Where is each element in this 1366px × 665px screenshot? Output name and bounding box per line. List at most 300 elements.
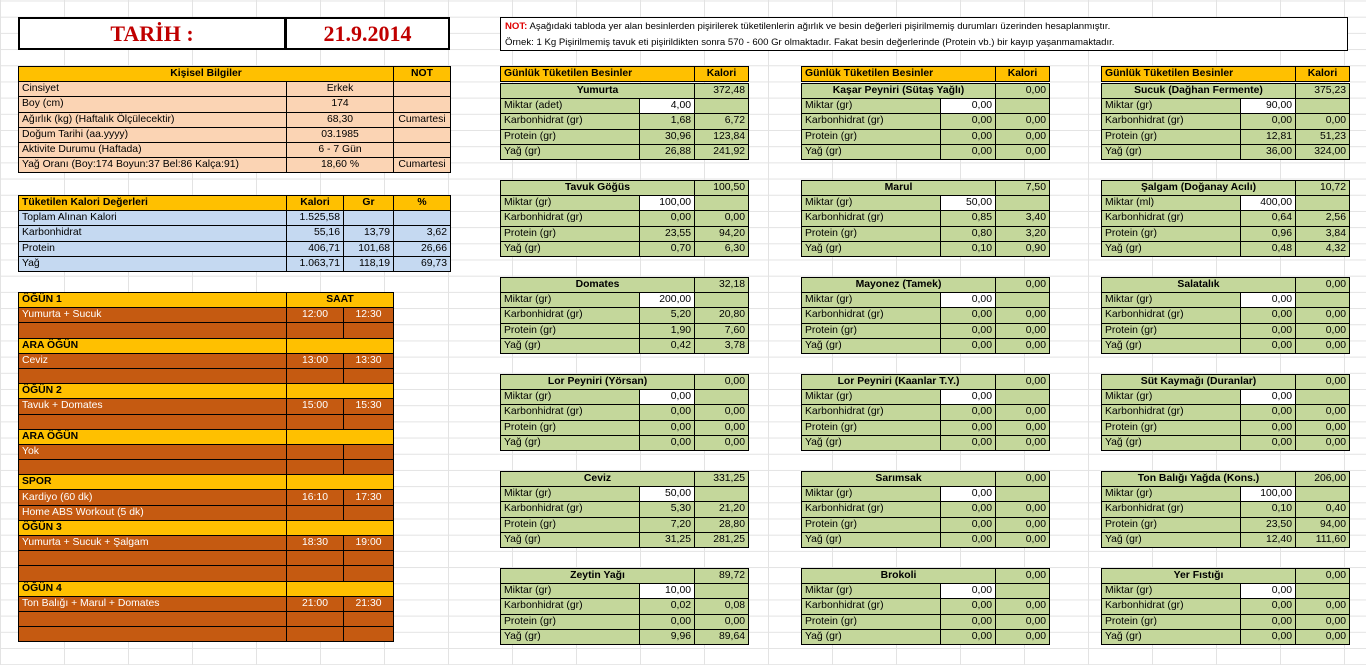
food-nutrient-value: 26,88 [640,144,695,159]
personal-info-value[interactable]: 68,30 [287,112,394,127]
food-nutrient-label: Protein (gr) [802,323,941,338]
food-nutrient-label: Yağ (gr) [501,241,640,256]
food-nutrient-label: Yağ (gr) [501,338,640,353]
food-nutrient-label: Yağ (gr) [802,338,941,353]
food-nutrient-label: Yağ (gr) [1102,338,1241,353]
food-nutrient-calorie: 0,00 [996,405,1050,420]
food-nutrient-label: Karbonhidrat (gr) [501,114,640,129]
food-calorie: 0,00 [996,278,1050,293]
meal-schedule-table [18,292,394,642]
food-quantity-input[interactable]: 0,00 [941,390,996,405]
food-title-row [1102,278,1350,293]
meal-item[interactable] [19,551,287,566]
food-nutrient-value: 0,00 [1241,614,1296,629]
meal-end-time[interactable] [344,323,394,338]
food-name: Şalgam (Doğanay Acılı) [1102,181,1296,196]
meal-end-time[interactable] [344,551,394,566]
meal-end-time[interactable] [344,444,394,459]
food-name: Marul [802,181,996,196]
food-calorie: 372,48 [695,84,749,99]
personal-info-note[interactable] [394,127,451,142]
food-nutrient-value: 0,85 [941,211,996,226]
food-calorie: 10,72 [1296,181,1350,196]
meal-item[interactable]: Yumurta + Sucuk + Şalgam [19,536,287,551]
meal-end-time[interactable]: 21:30 [344,596,394,611]
food-nutrient-calorie: 21,20 [695,502,749,517]
personal-info-row [19,142,451,157]
meal-start-time[interactable]: 12:00 [287,308,344,323]
food-title-row [501,472,749,487]
meal-end-time[interactable] [344,611,394,626]
food-nutrient-label: Miktar (gr) [501,390,640,405]
food-nutrient-label: Karbonhidrat (gr) [802,502,941,517]
personal-info-label: Doğum Tarihi (aa.yyyy) [19,127,287,142]
food-quantity-input[interactable]: 100,00 [640,196,695,211]
meal-end-time[interactable]: 17:30 [344,490,394,505]
meal-title: SPOR [19,475,287,490]
food-quantity-input[interactable]: 90,00 [1241,99,1296,114]
food-title-row [802,569,1050,584]
food-nutrient-row [1102,99,1350,114]
food-nutrient-label: Protein (gr) [802,614,941,629]
meal-line [19,460,394,475]
meal-end-time[interactable] [344,414,394,429]
food-nutrient-row [501,308,749,323]
food-nutrient-value: 0,00 [1241,323,1296,338]
meal-item[interactable]: Yok [19,444,287,459]
food-quantity-input[interactable]: 400,00 [1241,196,1296,211]
food-nutrient-row [1102,211,1350,226]
food-quantity-input[interactable]: 0,00 [1241,584,1296,599]
food-nutrient-calorie [1296,487,1350,502]
food-nutrient-label: Protein (gr) [501,129,640,144]
personal-info-label: Boy (cm) [19,97,287,112]
food-nutrient-row [802,487,1050,502]
calorie-row-gr: 13,79 [344,226,394,241]
food-nutrient-value: 0,00 [941,144,996,159]
meal-time-header [287,429,394,444]
meal-start-time[interactable] [287,444,344,459]
meal-start-time[interactable]: 15:00 [287,399,344,414]
meal-item[interactable] [19,460,287,475]
food-nutrient-value: 0,00 [1241,629,1296,644]
calorie-row [19,256,451,271]
food-nutrient-label: Protein (gr) [501,517,640,532]
food-nutrient-calorie [996,99,1050,114]
food-nutrient-calorie: 89,64 [695,629,749,644]
meal-item[interactable]: Tavuk + Domates [19,399,287,414]
food-nutrient-label: Miktar (gr) [1102,487,1241,502]
calorie-row [19,226,451,241]
food-nutrient-calorie: 324,00 [1296,144,1350,159]
food-nutrient-calorie: 6,72 [695,114,749,129]
personal-info-note[interactable] [394,142,451,157]
food-nutrient-value: 0,00 [640,211,695,226]
food-nutrient-value: 0,00 [941,435,996,450]
food-nutrient-label: Karbonhidrat (gr) [1102,211,1241,226]
food-nutrient-row [1102,241,1350,256]
food-nutrient-calorie: 0,00 [996,517,1050,532]
food-nutrient-row [1102,405,1350,420]
food-nutrient-row [1102,338,1350,353]
food-nutrient-row [501,405,749,420]
meal-line [19,323,394,338]
food-quantity-input[interactable]: 50,00 [941,196,996,211]
personal-info-note[interactable] [394,97,451,112]
meal-time-header [287,338,394,353]
food-nutrient-row [501,241,749,256]
food-nutrient-value: 7,20 [640,517,695,532]
food-quantity-input[interactable]: 0,00 [941,99,996,114]
food-quantity-input[interactable]: 10,00 [640,584,695,599]
food-nutrient-calorie: 94,00 [1296,517,1350,532]
meal-start-time[interactable] [287,551,344,566]
food-name: Brokoli [802,569,996,584]
food-nutrient-row [501,129,749,144]
meal-item[interactable]: Ton Balığı + Marul + Domates [19,596,287,611]
meal-line [19,490,394,505]
meal-line [19,596,394,611]
food-quantity-input[interactable]: 0,00 [941,293,996,308]
food-nutrient-label: Karbonhidrat (gr) [802,308,941,323]
food-block [500,180,749,257]
calorie-row-gr: 101,68 [344,241,394,256]
food-nutrient-calorie: 0,00 [996,338,1050,353]
meal-end-time[interactable] [344,505,394,520]
meal-item[interactable] [19,627,287,642]
food-nutrient-calorie: 0,90 [996,241,1050,256]
food-nutrient-label: Karbonhidrat (gr) [802,599,941,614]
food-nutrient-label: Miktar (ml) [1102,196,1241,211]
food-quantity-input[interactable]: 0,00 [640,390,695,405]
food-nutrient-row [802,614,1050,629]
food-block [500,568,749,645]
calorie-row-label: Karbonhidrat [19,226,287,241]
meal-time-header [287,384,394,399]
meal-end-time[interactable]: 19:00 [344,536,394,551]
personal-info-value[interactable]: 174 [287,97,394,112]
food-nutrient-row [1102,532,1350,547]
food-nutrient-row [1102,502,1350,517]
meal-start-time[interactable] [287,414,344,429]
food-title-row [802,472,1050,487]
meal-start-time[interactable]: 13:00 [287,353,344,368]
food-nutrient-value: 1,90 [640,323,695,338]
meal-line [19,368,394,383]
foods-header-title: Günlük Tüketilen Besinler [1102,67,1296,82]
food-nutrient-row [802,420,1050,435]
meal-start-time[interactable]: 18:30 [287,536,344,551]
food-nutrient-calorie: 0,00 [1296,420,1350,435]
food-nutrient-row [501,144,749,159]
calorie-row-kalori: 1.525,58 [287,211,344,226]
meal-start-time[interactable] [287,566,344,581]
food-nutrient-row [501,614,749,629]
food-name: Süt Kaymağı (Duranlar) [1102,375,1296,390]
food-title-row [501,181,749,196]
food-nutrient-calorie: 0,00 [996,502,1050,517]
meal-block-header [19,429,394,444]
food-calorie: 206,00 [1296,472,1350,487]
food-nutrient-row [802,532,1050,547]
food-nutrient-label: Protein (gr) [802,517,941,532]
personal-info-label: Ağırlık (kg) (Haftalık Ölçülecektir) [19,112,287,127]
food-nutrient-row [501,517,749,532]
meal-time-header [287,520,394,535]
food-nutrient-label: Karbonhidrat (gr) [1102,405,1241,420]
personal-info-header [19,67,451,82]
personal-info-note[interactable]: Cumartesi [394,112,451,127]
food-nutrient-calorie: 111,60 [1296,532,1350,547]
food-quantity-input[interactable]: 0,00 [941,487,996,502]
food-nutrient-label: Protein (gr) [802,129,941,144]
meal-line [19,551,394,566]
food-name: Lor Peyniri (Yörsan) [501,375,695,390]
calorie-row-label: Yağ [19,256,287,271]
food-nutrient-label: Miktar (gr) [1102,584,1241,599]
food-nutrient-calorie: 3,40 [996,211,1050,226]
date-label: TARİH : [18,17,286,50]
food-nutrient-row [501,532,749,547]
food-nutrient-label: Protein (gr) [1102,420,1241,435]
food-nutrient-label: Karbonhidrat (gr) [1102,308,1241,323]
meal-item[interactable]: Ceviz [19,353,287,368]
food-quantity-input[interactable]: 0,00 [1241,390,1296,405]
meal-item[interactable] [19,323,287,338]
food-nutrient-value: 0,10 [1241,502,1296,517]
food-nutrient-calorie: 51,23 [1296,129,1350,144]
food-nutrient-value: 0,00 [941,517,996,532]
food-nutrient-row [802,99,1050,114]
calorie-row-label: Toplam Alınan Kalori [19,211,287,226]
food-nutrient-calorie: 123,84 [695,129,749,144]
food-nutrient-value: 0,42 [640,338,695,353]
food-nutrient-calorie: 94,20 [695,226,749,241]
calorie-header-pct: % [394,196,451,211]
food-nutrient-value: 0,00 [640,420,695,435]
food-nutrient-calorie [695,584,749,599]
food-nutrient-value: 23,55 [640,226,695,241]
personal-info-note[interactable] [394,82,451,97]
meal-item[interactable] [19,368,287,383]
meal-start-time[interactable]: 16:10 [287,490,344,505]
food-nutrient-row [1102,293,1350,308]
personal-info-value[interactable]: 03.1985 [287,127,394,142]
food-block [801,277,1050,354]
meal-end-time[interactable] [344,627,394,642]
food-nutrient-label: Yağ (gr) [1102,144,1241,159]
food-nutrient-calorie [996,196,1050,211]
food-quantity-input[interactable]: 100,00 [1241,487,1296,502]
meal-block-header [19,475,394,490]
food-title-row [802,84,1050,99]
food-name: Sarımsak [802,472,996,487]
meal-start-time[interactable] [287,505,344,520]
food-calorie: 331,25 [695,472,749,487]
meal-end-time[interactable]: 15:30 [344,399,394,414]
meal-end-time[interactable] [344,566,394,581]
food-nutrient-value: 0,00 [1241,435,1296,450]
food-name: Zeytin Yağı [501,569,695,584]
food-nutrient-value: 30,96 [640,129,695,144]
food-nutrient-row [501,99,749,114]
food-nutrient-value: 0,00 [1241,420,1296,435]
food-nutrient-value: 0,00 [941,532,996,547]
personal-info-value[interactable]: Erkek [287,82,394,97]
calorie-row-gr [344,211,394,226]
food-nutrient-calorie: 0,00 [695,614,749,629]
food-nutrient-value: 36,00 [1241,144,1296,159]
meal-item[interactable] [19,414,287,429]
food-name: Lor Peyniri (Kaanlar T.Y.) [802,375,996,390]
calorie-header-kalori: Kalori [287,196,344,211]
food-nutrient-calorie: 0,00 [996,420,1050,435]
note-box [500,17,1348,51]
food-nutrient-row [501,599,749,614]
calorie-summary-table [18,195,451,272]
meal-start-time[interactable]: 21:00 [287,596,344,611]
calorie-row-gr: 118,19 [344,256,394,271]
food-nutrient-label: Karbonhidrat (gr) [1102,114,1241,129]
meal-start-time[interactable] [287,611,344,626]
food-nutrient-calorie: 20,80 [695,308,749,323]
food-nutrient-calorie: 0,00 [996,614,1050,629]
meal-start-time[interactable] [287,368,344,383]
meal-end-time[interactable] [344,460,394,475]
food-nutrient-label: Karbonhidrat (gr) [501,502,640,517]
meal-item[interactable]: Home ABS Workout (5 dk) [19,505,287,520]
food-title-row [1102,181,1350,196]
food-block [500,83,749,160]
food-quantity-input[interactable]: 200,00 [640,293,695,308]
food-nutrient-label: Miktar (gr) [501,487,640,502]
food-nutrient-row [802,599,1050,614]
food-quantity-input[interactable]: 0,00 [941,584,996,599]
personal-info-value[interactable]: 6 - 7 Gün [287,142,394,157]
food-nutrient-value: 0,70 [640,241,695,256]
food-nutrient-calorie: 0,00 [695,435,749,450]
food-nutrient-row [501,211,749,226]
food-name: Sucuk (Dağhan Fermente) [1102,84,1296,99]
food-nutrient-row [1102,420,1350,435]
meal-start-time[interactable] [287,460,344,475]
meal-start-time[interactable] [287,627,344,642]
meal-end-time[interactable]: 13:30 [344,353,394,368]
food-nutrient-value: 31,25 [640,532,695,547]
meal-time-header: SAAT [287,293,394,308]
foods-header-kalori: Kalori [996,67,1050,82]
food-nutrient-label: Yağ (gr) [802,241,941,256]
food-nutrient-calorie: 0,00 [996,144,1050,159]
food-name: Kaşar Peyniri (Sütaş Yağlı) [802,84,996,99]
meal-title: ÖĞÜN 1 [19,293,287,308]
food-quantity-input[interactable]: 0,00 [1241,293,1296,308]
food-nutrient-value: 0,00 [941,323,996,338]
food-calorie: 0,00 [996,84,1050,99]
food-nutrient-label: Yağ (gr) [501,629,640,644]
food-nutrient-calorie: 0,00 [996,629,1050,644]
food-nutrient-row [1102,144,1350,159]
food-name: Tavuk Göğüs [501,181,695,196]
calorie-row-kalori: 406,71 [287,241,344,256]
note-line-1: Aşağıdaki tabloda yer alan besinlerden pişirilerek tüketilenlerin ağırlık ve besin değerleri pişirilmemiş durumları üzerinden hesaplanmıştır. [527,21,1111,32]
food-block [1101,83,1350,160]
personal-info-note[interactable]: Cumartesi [394,158,451,173]
food-nutrient-calorie [996,487,1050,502]
food-nutrient-row [802,308,1050,323]
food-nutrient-value: 0,48 [1241,241,1296,256]
food-title-row [501,278,749,293]
food-nutrient-calorie: 0,00 [1296,308,1350,323]
food-nutrient-value: 1,68 [640,114,695,129]
foods-header-row [802,67,1050,82]
food-nutrient-row [1102,323,1350,338]
food-nutrient-label: Yağ (gr) [802,629,941,644]
food-calorie: 0,00 [1296,375,1350,390]
food-nutrient-value: 0,00 [640,435,695,450]
food-nutrient-value: 0,00 [941,502,996,517]
meal-time-header [287,475,394,490]
food-calorie: 0,00 [1296,569,1350,584]
meal-block-header [19,384,394,399]
personal-info-row [19,158,451,173]
food-nutrient-calorie: 2,56 [1296,211,1350,226]
food-block [1101,277,1350,354]
food-nutrient-label: Yağ (gr) [501,435,640,450]
meal-end-time[interactable] [344,368,394,383]
meal-line [19,353,394,368]
calorie-header-label: Tüketilen Kalori Değerleri [19,196,287,211]
foods-header-kalori: Kalori [695,67,749,82]
meal-item[interactable] [19,566,287,581]
food-nutrient-value: 0,00 [941,308,996,323]
personal-note-header: NOT [394,67,451,82]
food-nutrient-label: Yağ (gr) [1102,532,1241,547]
food-nutrient-row [802,211,1050,226]
food-nutrient-row [501,323,749,338]
food-name: Mayonez (Tamek) [802,278,996,293]
food-nutrient-row [802,435,1050,450]
food-nutrient-row [501,420,749,435]
personal-info-value[interactable]: 18,60 % [287,158,394,173]
food-nutrient-value: 0,10 [941,241,996,256]
food-name: Ton Balığı Yağda (Kons.) [1102,472,1296,487]
food-nutrient-value: 9,96 [640,629,695,644]
meal-item[interactable]: Kardiyo (60 dk) [19,490,287,505]
calorie-row-kalori: 1.063,71 [287,256,344,271]
calorie-row-pct: 69,73 [394,256,451,271]
meal-item[interactable]: Yumurta + Sucuk [19,308,287,323]
food-nutrient-label: Protein (gr) [1102,226,1241,241]
food-quantity-input[interactable]: 4,00 [640,99,695,114]
meal-end-time[interactable]: 12:30 [344,308,394,323]
meal-start-time[interactable] [287,323,344,338]
foods-header-row [1102,67,1350,82]
meal-item[interactable] [19,611,287,626]
meal-line [19,308,394,323]
food-nutrient-calorie [695,487,749,502]
food-nutrient-calorie: 0,00 [996,114,1050,129]
food-nutrient-label: Karbonhidrat (gr) [1102,502,1241,517]
date-value[interactable]: 21.9.2014 [285,17,450,50]
food-nutrient-row [802,629,1050,644]
food-quantity-input[interactable]: 50,00 [640,487,695,502]
calorie-header-gr: Gr [344,196,394,211]
food-nutrient-label: Karbonhidrat (gr) [1102,599,1241,614]
food-nutrient-row [802,502,1050,517]
personal-info-row [19,97,451,112]
meal-line [19,414,394,429]
